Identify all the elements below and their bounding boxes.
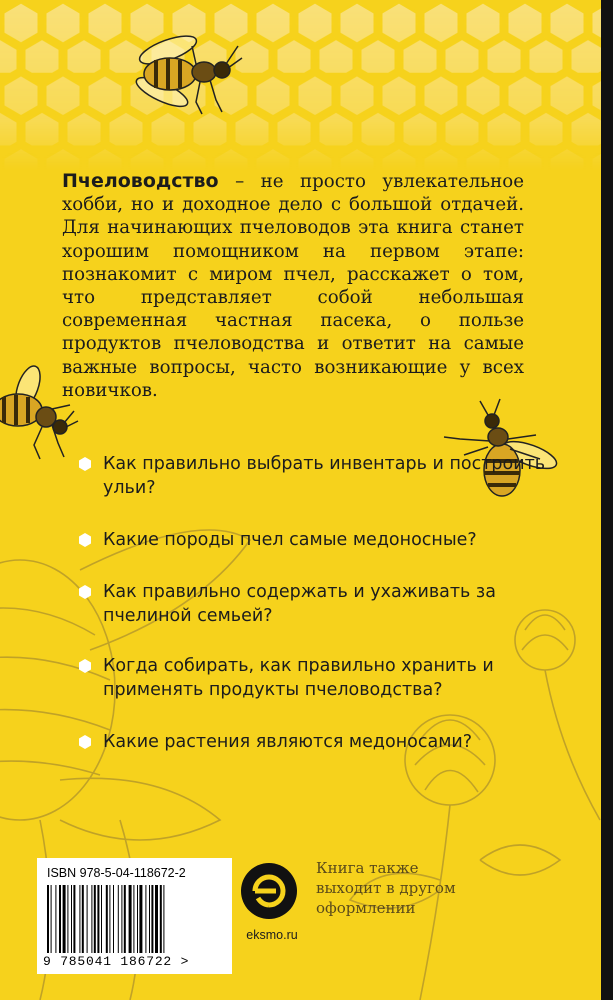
description-text: – не просто увлекательное хобби, но и доходное дело с большой отдачей. Для начинающих пчеловодов эта книга станет хорошим помощником на первом этапе: познакомит с миром пчел, расскажет о том, что представляет собой небольшая современная частная пасека, о пользе продуктов пчеловодства и ответит на самые важные вопросы, часто возникающие у всех новичков.	[62, 171, 524, 401]
barcode-bar	[109, 885, 110, 953]
hexagon-bullet-icon	[78, 735, 92, 749]
spine-edge	[601, 0, 613, 1000]
barcode-bar	[124, 885, 126, 953]
barcode-bar	[73, 885, 75, 953]
barcode-bar	[151, 885, 153, 953]
barcode-block	[37, 858, 232, 974]
barcode-bar	[59, 885, 61, 953]
barcode-bar	[145, 885, 146, 953]
barcode-bar	[101, 885, 102, 953]
hexagon-bullet-icon	[78, 585, 92, 599]
barcode-icon	[47, 885, 223, 953]
barcode-bar	[63, 885, 66, 953]
barcode-bar	[121, 885, 122, 953]
barcode-bar	[149, 885, 150, 953]
list-item	[78, 654, 548, 702]
hexagon-bullet-icon	[78, 457, 92, 471]
barcode-bar	[139, 885, 142, 953]
book-description	[62, 170, 524, 402]
barcode-bar	[87, 885, 88, 953]
barcode-bar	[82, 885, 84, 953]
list-item	[78, 580, 548, 628]
barcode-bar	[67, 885, 68, 953]
barcode-bar	[97, 885, 99, 953]
question-text: Когда собирать, как правильно хранить и применять продукты пчеловодства?	[103, 656, 494, 700]
honeycomb-pattern	[0, 0, 601, 170]
barcode-bar	[79, 885, 80, 953]
barcode-bar	[163, 885, 164, 953]
hexagon-bullet-icon	[78, 533, 92, 547]
barcode-bar	[51, 885, 52, 953]
eksmo-logo-icon	[240, 862, 298, 920]
description-lead: Пчеловодство	[62, 170, 219, 192]
barcode-bar	[137, 885, 138, 953]
barcode-bar	[55, 885, 56, 953]
other-design-note: Книга также выходит в другом оформлении	[316, 859, 456, 917]
hexagon-bullet-icon	[78, 659, 92, 673]
barcode-bar	[47, 885, 49, 953]
barcode-bar	[133, 885, 134, 953]
barcode-bar	[113, 885, 114, 953]
list-item	[78, 528, 548, 552]
question-text: Какие породы пчел самые медоносные?	[103, 530, 477, 550]
barcode-bar	[71, 885, 72, 953]
list-item	[78, 452, 548, 500]
barcode-bar	[91, 885, 92, 953]
question-text: Какие растения являются медоносами?	[103, 732, 473, 752]
publisher-site: eksmo.ru	[246, 928, 298, 942]
barcode-bar	[155, 885, 158, 953]
barcode-bar	[118, 885, 119, 953]
barcode-bar	[94, 885, 96, 953]
isbn-label: ISBN 978-5-04-118672-2	[47, 866, 186, 880]
question-text: Как правильно выбрать инвентарь и построить ульи?	[103, 454, 546, 498]
barcode-bar	[129, 885, 132, 953]
question-text: Как правильно содержать и ухаживать за пчелиной семьей?	[103, 582, 496, 626]
bee-illustration	[126, 30, 246, 120]
barcode-bar	[106, 885, 108, 953]
barcode-bar	[160, 885, 162, 953]
list-item	[78, 730, 548, 754]
barcode-number: 9 785041 186722 >	[43, 954, 190, 969]
